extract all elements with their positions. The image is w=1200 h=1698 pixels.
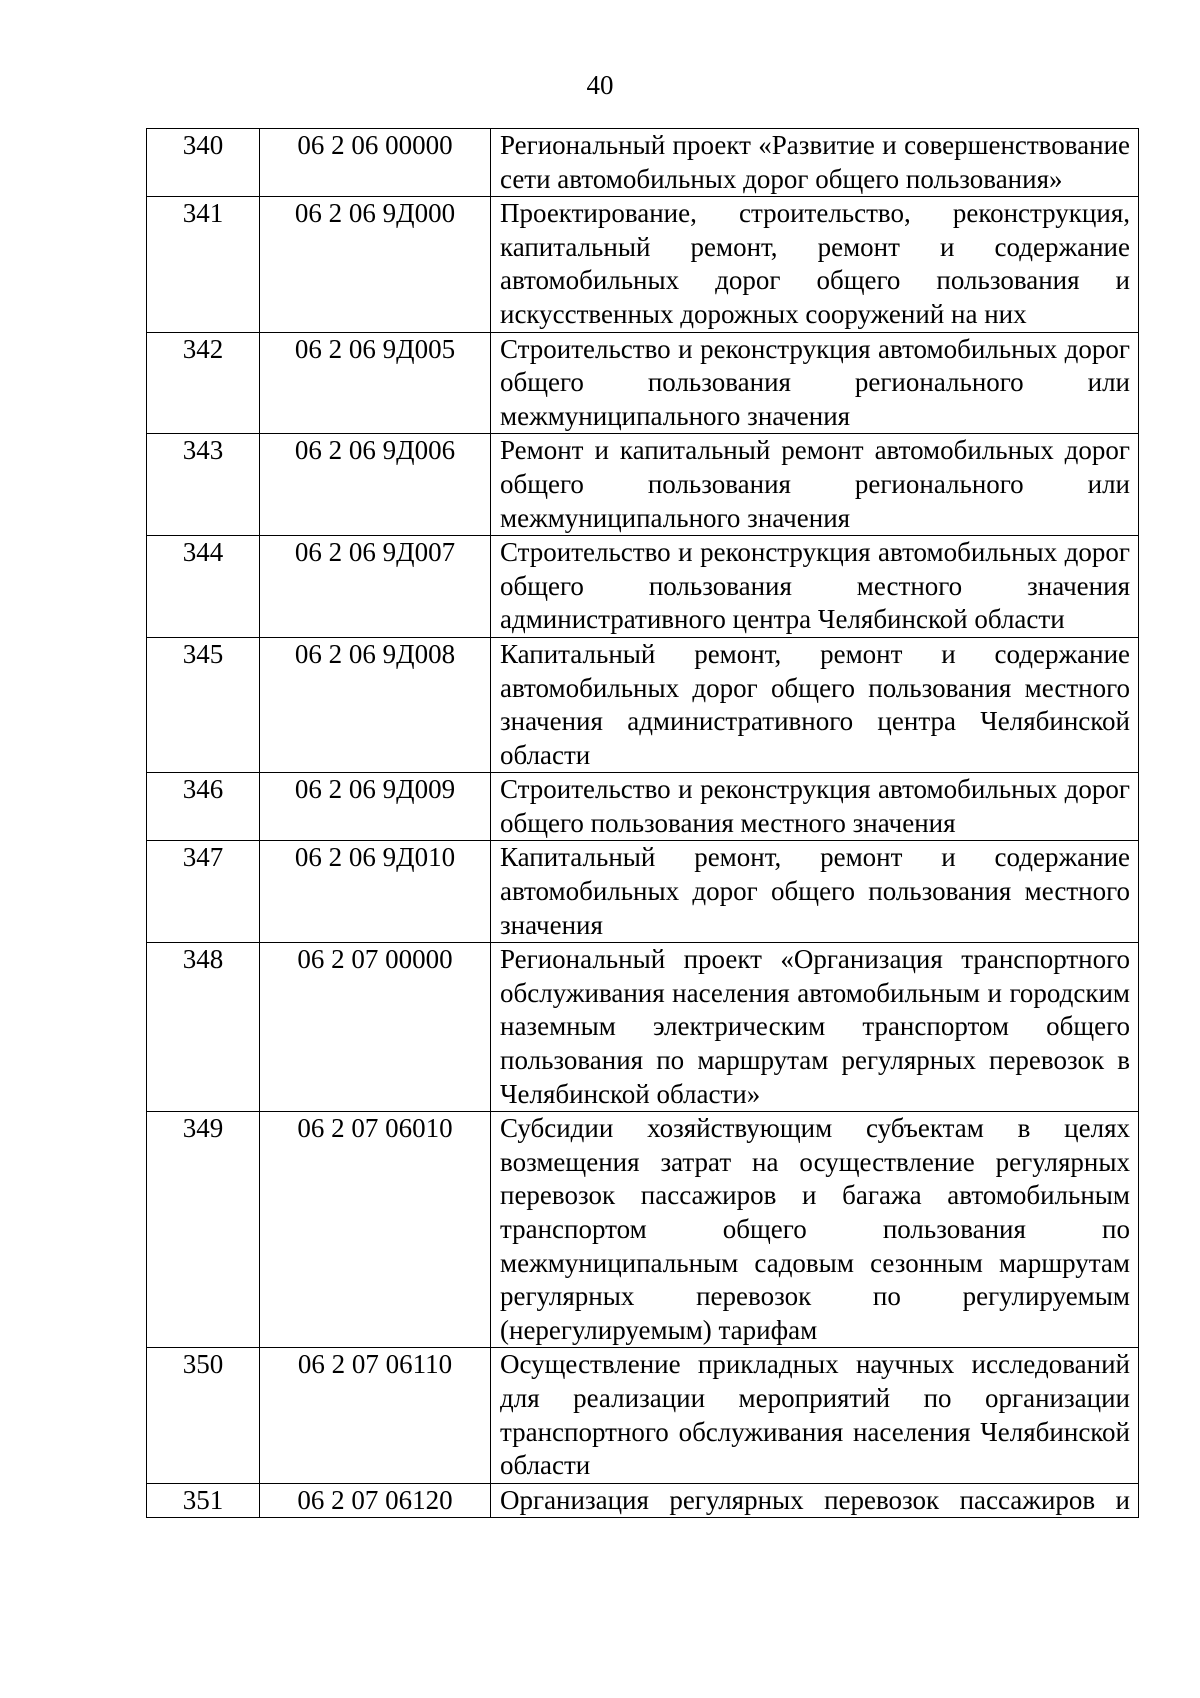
row-number: 340 bbox=[147, 129, 260, 197]
table-row bbox=[147, 943, 1139, 1112]
row-description: Капитальный ремонт, ремонт и содержание автомобильных дорог общего пользования местного значения административного центра Челябинской области bbox=[491, 637, 1139, 772]
row-number: 351 bbox=[147, 1483, 260, 1518]
row-description: Строительство и реконструкция автомобильных дорог общего пользования местного значения bbox=[491, 773, 1139, 841]
table-row bbox=[147, 637, 1139, 772]
classification-code: 06 2 06 9Д010 bbox=[260, 841, 491, 943]
table-row bbox=[147, 1112, 1139, 1348]
row-description: Проектирование, строительство, реконструкция, капитальный ремонт, ремонт и содержание автомобильных дорог общего пользования и искусственных дорожных сооружений на них bbox=[491, 197, 1139, 332]
row-number: 348 bbox=[147, 943, 260, 1112]
classification-code: 06 2 06 9Д005 bbox=[260, 332, 491, 434]
row-description: Субсидии хозяйствующим субъектам в целях возмещения затрат на осуществление регулярных перевозок пассажиров и багажа автомобильным транспортом общего пользования по межмуниципальным садовым сезонным маршрутам регулярных перевозок по регулируемым (нерегулируемым) тарифам bbox=[491, 1112, 1139, 1348]
classification-code: 06 2 07 06120 bbox=[260, 1483, 491, 1518]
classification-code: 06 2 07 00000 bbox=[260, 943, 491, 1112]
table-row bbox=[147, 332, 1139, 434]
row-number: 349 bbox=[147, 1112, 260, 1348]
row-number: 346 bbox=[147, 773, 260, 841]
row-number: 341 bbox=[147, 197, 260, 332]
table-row bbox=[147, 536, 1139, 638]
table-row bbox=[147, 1483, 1139, 1518]
page-number: 40 bbox=[586, 70, 614, 100]
table-row bbox=[147, 197, 1139, 332]
row-description: Региональный проект «Организация транспортного обслуживания населения автомобильным и городским наземным электрическим транспортом общего пользования по маршрутам регулярных перевозок в Челябинской области» bbox=[491, 943, 1139, 1112]
classification-code: 06 2 06 9Д009 bbox=[260, 773, 491, 841]
row-number: 347 bbox=[147, 841, 260, 943]
row-number: 350 bbox=[147, 1348, 260, 1483]
row-number: 345 bbox=[147, 637, 260, 772]
row-description: Осуществление прикладных научных исследований для реализации мероприятий по организации транспортного обслуживания населения Челябинской области bbox=[491, 1348, 1139, 1483]
row-description: Организация регулярных перевозок пассажиров и bbox=[491, 1483, 1139, 1518]
classification-code: 06 2 07 06110 bbox=[260, 1348, 491, 1483]
table-row bbox=[147, 773, 1139, 841]
row-description: Капитальный ремонт, ремонт и содержание автомобильных дорог общего пользования местного значения bbox=[491, 841, 1139, 943]
row-number: 343 bbox=[147, 434, 260, 536]
classification-code: 06 2 06 9Д006 bbox=[260, 434, 491, 536]
classification-code: 06 2 06 9Д000 bbox=[260, 197, 491, 332]
classification-code: 06 2 06 00000 bbox=[260, 129, 491, 197]
classification-code: 06 2 06 9Д008 bbox=[260, 637, 491, 772]
row-description: Региональный проект «Развитие и совершенствование сети автомобильных дорог общего пользования» bbox=[491, 129, 1139, 197]
row-description: Строительство и реконструкция автомобильных дорог общего пользования местного значения административного центра Челябинской области bbox=[491, 536, 1139, 638]
row-number: 342 bbox=[147, 332, 260, 434]
table-row bbox=[147, 434, 1139, 536]
table-row bbox=[147, 1348, 1139, 1483]
table-row bbox=[147, 129, 1139, 197]
row-number: 344 bbox=[147, 536, 260, 638]
table-row bbox=[147, 841, 1139, 943]
row-description: Ремонт и капитальный ремонт автомобильных дорог общего пользования регионального или межмуниципального значения bbox=[491, 434, 1139, 536]
row-description: Строительство и реконструкция автомобильных дорог общего пользования регионального или межмуниципального значения bbox=[491, 332, 1139, 434]
classification-code: 06 2 06 9Д007 bbox=[260, 536, 491, 638]
classification-code: 06 2 07 06010 bbox=[260, 1112, 491, 1348]
budget-code-table bbox=[146, 128, 1139, 1518]
